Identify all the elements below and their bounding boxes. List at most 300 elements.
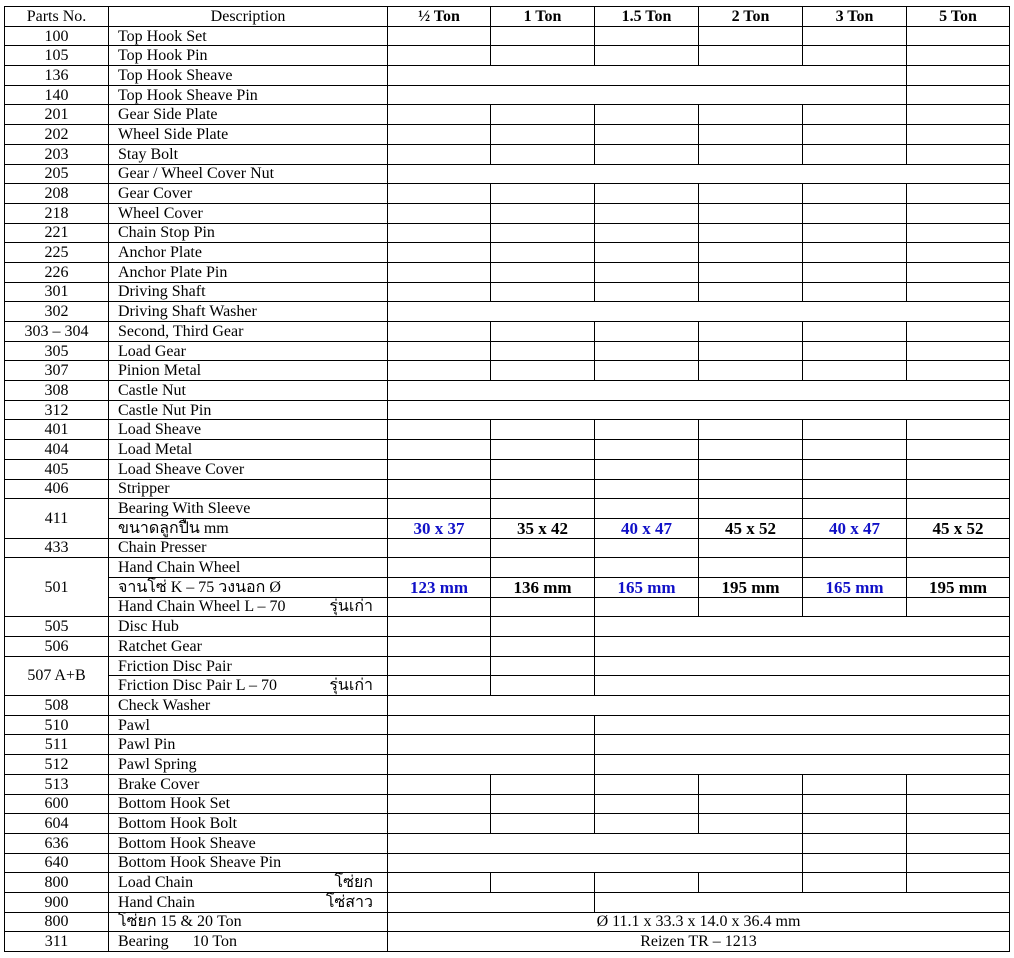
part-description: Bottom Hook Sheave Pin — [109, 853, 388, 873]
part-number: 221 — [5, 223, 109, 243]
part-number: 405 — [5, 459, 109, 479]
part-number: 307 — [5, 361, 109, 381]
merged-cell — [595, 617, 1010, 637]
part-number: 311 — [5, 932, 109, 952]
merged-cell — [388, 66, 907, 86]
part-number: 140 — [5, 85, 109, 105]
header-1-ton: 1 Ton — [491, 7, 595, 27]
cell — [388, 873, 491, 893]
cell — [907, 322, 1010, 342]
cell — [388, 125, 491, 145]
part-number: 800 — [5, 912, 109, 932]
part-description — [109, 873, 388, 893]
cell — [491, 558, 595, 578]
cell — [595, 223, 699, 243]
cell — [907, 26, 1010, 46]
cell — [803, 125, 907, 145]
cell — [595, 26, 699, 46]
part-description: Castle Nut Pin — [109, 400, 388, 420]
cell — [907, 341, 1010, 361]
cell — [388, 243, 491, 263]
part-number: 604 — [5, 814, 109, 834]
chain-wheel-half-ton: 123 mm — [388, 577, 491, 597]
cell — [595, 479, 699, 499]
merged-cell — [388, 755, 595, 775]
part-description: Pawl Spring — [109, 755, 388, 775]
table-row — [5, 656, 1010, 676]
table-row — [5, 262, 1010, 282]
cell — [699, 479, 803, 499]
chain-wheel-5-ton: 195 mm — [907, 577, 1010, 597]
cell — [803, 243, 907, 263]
table-row — [5, 341, 1010, 361]
cell — [699, 203, 803, 223]
merged-cell — [388, 853, 803, 873]
part-number: 202 — [5, 125, 109, 145]
part-number: 508 — [5, 696, 109, 716]
cell — [699, 774, 803, 794]
table-row — [5, 223, 1010, 243]
part-number: 305 — [5, 341, 109, 361]
cell — [699, 597, 803, 617]
cell — [699, 361, 803, 381]
cell — [907, 262, 1010, 282]
bearing-size-1-ton: 35 x 42 — [491, 518, 595, 538]
part-number: 406 — [5, 479, 109, 499]
cell — [491, 617, 595, 637]
cell — [803, 223, 907, 243]
part-number: 105 — [5, 46, 109, 66]
cell — [388, 184, 491, 204]
merged-cell — [595, 656, 1010, 676]
cell — [388, 479, 491, 499]
part-number: 302 — [5, 302, 109, 322]
bearing-size-label: ขนาดลูกปืน mm — [109, 518, 388, 538]
cell — [388, 617, 491, 637]
merged-cell — [595, 755, 1010, 775]
table-row — [5, 479, 1010, 499]
cell — [388, 341, 491, 361]
cell — [803, 440, 907, 460]
part-description: Gear Cover — [109, 184, 388, 204]
bearing-size-3-ton: 40 x 47 — [803, 518, 907, 538]
part-number: 411 — [5, 499, 109, 538]
table-row — [5, 322, 1010, 342]
cell — [491, 420, 595, 440]
cell — [699, 262, 803, 282]
cell — [388, 656, 491, 676]
header-3-ton: 3 Ton — [803, 7, 907, 27]
cell — [491, 597, 595, 617]
table-row — [5, 499, 1010, 519]
cell — [803, 105, 907, 125]
merged-cell — [388, 892, 595, 912]
part-description: Pawl Pin — [109, 735, 388, 755]
table-row — [5, 26, 1010, 46]
cell — [491, 676, 595, 696]
merged-cell — [595, 715, 1010, 735]
cell — [803, 774, 907, 794]
cell — [388, 282, 491, 302]
cell — [491, 637, 595, 657]
table-row — [5, 66, 1010, 86]
table-row — [5, 400, 1010, 420]
cell — [907, 184, 1010, 204]
table-row — [5, 676, 1010, 696]
table-row — [5, 518, 1010, 538]
cell — [907, 105, 1010, 125]
cell — [388, 46, 491, 66]
table-row — [5, 105, 1010, 125]
cell — [803, 853, 907, 873]
cell — [907, 499, 1010, 519]
merged-cell — [595, 637, 1010, 657]
cell — [491, 203, 595, 223]
part-label: Load Chain — [118, 874, 194, 892]
cell — [699, 440, 803, 460]
cell — [699, 46, 803, 66]
merged-cell — [595, 735, 1010, 755]
part-number: 226 — [5, 262, 109, 282]
cell — [803, 420, 907, 440]
cell — [595, 440, 699, 460]
cell — [803, 46, 907, 66]
cell — [803, 499, 907, 519]
table-row — [5, 361, 1010, 381]
cell — [803, 538, 907, 558]
part-description: Stripper — [109, 479, 388, 499]
cell — [491, 814, 595, 834]
cell — [491, 125, 595, 145]
header-1-5-ton: 1.5 Ton — [595, 7, 699, 27]
cell — [491, 656, 595, 676]
merged-cell — [388, 715, 595, 735]
cell — [699, 873, 803, 893]
cell — [907, 144, 1010, 164]
cell — [803, 262, 907, 282]
part-number: 205 — [5, 164, 109, 184]
cell — [803, 203, 907, 223]
part-description: Wheel Side Plate — [109, 125, 388, 145]
cell — [595, 459, 699, 479]
part-number: 506 — [5, 637, 109, 657]
cell — [491, 262, 595, 282]
part-description-old-model — [109, 676, 388, 696]
cell — [803, 479, 907, 499]
cell — [595, 46, 699, 66]
part-number: 433 — [5, 538, 109, 558]
cell — [491, 144, 595, 164]
cell — [388, 262, 491, 282]
cell — [803, 144, 907, 164]
cell — [595, 125, 699, 145]
cell — [388, 597, 491, 617]
part-description: Gear / Wheel Cover Nut — [109, 164, 388, 184]
cell — [699, 814, 803, 834]
table-row — [5, 282, 1010, 302]
merged-cell — [595, 892, 1010, 912]
table-row — [5, 243, 1010, 263]
table-row — [5, 617, 1010, 637]
cell — [907, 243, 1010, 263]
part-description: Load Sheave Cover — [109, 459, 388, 479]
part-number: 640 — [5, 853, 109, 873]
cell — [388, 794, 491, 814]
part-description: Top Hook Set — [109, 26, 388, 46]
part-description: Disc Hub — [109, 617, 388, 637]
cell — [388, 676, 491, 696]
table-row — [5, 696, 1010, 716]
table-row — [5, 833, 1010, 853]
table-row — [5, 144, 1010, 164]
part-description: Brake Cover — [109, 774, 388, 794]
cell — [388, 440, 491, 460]
cell — [907, 282, 1010, 302]
cell — [595, 558, 699, 578]
bearing-size-half-ton: 30 x 37 — [388, 518, 491, 538]
cell — [907, 538, 1010, 558]
cell — [803, 184, 907, 204]
cell — [388, 558, 491, 578]
header-parts-no: Parts No. — [5, 7, 109, 27]
cell — [595, 243, 699, 263]
part-description: Friction Disc Pair — [109, 656, 388, 676]
chain-wheel-1-ton: 136 mm — [491, 577, 595, 597]
table-row — [5, 715, 1010, 735]
table-row — [5, 932, 1010, 952]
cell — [907, 223, 1010, 243]
chain-wheel-1-5-ton: 165 mm — [595, 577, 699, 597]
part-number: 203 — [5, 144, 109, 164]
cell — [491, 105, 595, 125]
part-description: Pawl — [109, 715, 388, 735]
table-row — [5, 794, 1010, 814]
parts-table — [4, 6, 1010, 952]
cell — [491, 322, 595, 342]
cell — [699, 184, 803, 204]
cell — [595, 814, 699, 834]
cell — [907, 558, 1010, 578]
cell — [699, 322, 803, 342]
table-row — [5, 637, 1010, 657]
cell — [907, 814, 1010, 834]
table-row — [5, 814, 1010, 834]
part-number: 100 — [5, 26, 109, 46]
cell — [491, 873, 595, 893]
cell — [491, 223, 595, 243]
part-description: Load Sheave — [109, 420, 388, 440]
cell — [907, 774, 1010, 794]
merged-cell — [388, 302, 1010, 322]
part-number: 208 — [5, 184, 109, 204]
cell — [803, 26, 907, 46]
merged-cell — [388, 164, 1010, 184]
old-model-note: รุ่นเก่า — [329, 598, 373, 616]
part-number: 636 — [5, 833, 109, 853]
cell — [907, 479, 1010, 499]
cell — [803, 322, 907, 342]
cell — [595, 105, 699, 125]
part-description: Top Hook Pin — [109, 46, 388, 66]
cell — [491, 459, 595, 479]
header-half-ton: ½ Ton — [388, 7, 491, 27]
cell — [491, 479, 595, 499]
cell — [388, 774, 491, 794]
cell — [595, 774, 699, 794]
part-number: 301 — [5, 282, 109, 302]
part-number: 201 — [5, 105, 109, 125]
part-number: 513 — [5, 774, 109, 794]
cell — [907, 794, 1010, 814]
cell — [595, 203, 699, 223]
part-description: Second, Third Gear — [109, 322, 388, 342]
part-number: 505 — [5, 617, 109, 637]
cell — [388, 322, 491, 342]
cell — [491, 361, 595, 381]
cell — [803, 459, 907, 479]
part-description — [109, 892, 388, 912]
table-row — [5, 735, 1010, 755]
part-number: 218 — [5, 203, 109, 223]
cell — [595, 184, 699, 204]
thai-note: โซ่สาว — [325, 893, 373, 911]
part-label: Hand Chain — [118, 893, 195, 911]
part-description: Bottom Hook Sheave — [109, 833, 388, 853]
cell — [491, 341, 595, 361]
part-description: Chain Stop Pin — [109, 223, 388, 243]
cell — [388, 814, 491, 834]
cell — [491, 184, 595, 204]
cell — [595, 262, 699, 282]
cell — [803, 282, 907, 302]
table-row — [5, 440, 1010, 460]
cell — [595, 144, 699, 164]
cell — [491, 538, 595, 558]
cell — [595, 538, 699, 558]
table-row — [5, 302, 1010, 322]
cell — [699, 125, 803, 145]
part-description: Bearing With Sleeve — [109, 499, 388, 519]
part-description-old-model — [109, 597, 388, 617]
cell — [699, 105, 803, 125]
part-description: Castle Nut — [109, 381, 388, 401]
header-row — [5, 7, 1010, 27]
bearing-size-5-ton: 45 x 52 — [907, 518, 1010, 538]
cell — [907, 85, 1010, 105]
cell — [803, 814, 907, 834]
cell — [595, 282, 699, 302]
cell — [388, 420, 491, 440]
cell — [699, 459, 803, 479]
cell — [803, 558, 907, 578]
cell — [907, 125, 1010, 145]
table-row — [5, 774, 1010, 794]
table-row — [5, 873, 1010, 893]
cell — [388, 538, 491, 558]
cell — [388, 223, 491, 243]
cell — [803, 361, 907, 381]
cell — [491, 774, 595, 794]
cell — [595, 420, 699, 440]
part-number: 800 — [5, 873, 109, 893]
cell — [907, 873, 1010, 893]
cell — [907, 833, 1010, 853]
chain-wheel-2-ton: 195 mm — [699, 577, 803, 597]
part-description: Anchor Plate — [109, 243, 388, 263]
cell — [907, 440, 1010, 460]
bearing-size-2-ton: 45 x 52 — [699, 518, 803, 538]
cell — [595, 597, 699, 617]
bearing-spec: Reizen TR – 1213 — [388, 932, 1010, 952]
cell — [595, 499, 699, 519]
part-description: Bottom Hook Set — [109, 794, 388, 814]
cell — [491, 794, 595, 814]
part-description: Stay Bolt — [109, 144, 388, 164]
old-model-note: รุ่นเก่า — [329, 677, 373, 695]
header-description: Description — [109, 7, 388, 27]
part-number: 512 — [5, 755, 109, 775]
cell — [699, 420, 803, 440]
merged-cell — [388, 735, 595, 755]
part-description: Load Metal — [109, 440, 388, 460]
part-description: Wheel Cover — [109, 203, 388, 223]
chain-wheel-diameter-label: จานโซ่ K – 75 วงนอก Ø — [109, 577, 388, 597]
merged-cell — [595, 676, 1010, 696]
cell — [699, 558, 803, 578]
cell — [907, 361, 1010, 381]
part-number: 401 — [5, 420, 109, 440]
table-row — [5, 459, 1010, 479]
part-description: Pinion Metal — [109, 361, 388, 381]
table-row — [5, 46, 1010, 66]
cell — [699, 341, 803, 361]
cell — [907, 66, 1010, 86]
cell — [491, 243, 595, 263]
part-number: 303 – 304 — [5, 322, 109, 342]
old-model-label: Hand Chain Wheel L – 70 — [118, 598, 286, 616]
part-description: Check Washer — [109, 696, 388, 716]
part-number: 501 — [5, 558, 109, 617]
cell — [491, 46, 595, 66]
cell — [803, 341, 907, 361]
part-number: 511 — [5, 735, 109, 755]
table-row — [5, 577, 1010, 597]
chain-spec: Ø 11.1 x 33.3 x 14.0 x 36.4 mm — [388, 912, 1010, 932]
old-model-label: Friction Disc Pair L – 70 — [118, 677, 277, 695]
part-description: Anchor Plate Pin — [109, 262, 388, 282]
chain-wheel-3-ton: 165 mm — [803, 577, 907, 597]
cell — [491, 440, 595, 460]
merged-cell — [388, 696, 1010, 716]
cell — [907, 853, 1010, 873]
cell — [388, 105, 491, 125]
cell — [907, 203, 1010, 223]
cell — [907, 420, 1010, 440]
cell — [803, 873, 907, 893]
header-2-ton: 2 Ton — [699, 7, 803, 27]
cell — [491, 499, 595, 519]
cell — [803, 794, 907, 814]
part-description: Top Hook Sheave — [109, 66, 388, 86]
cell — [595, 322, 699, 342]
cell — [699, 794, 803, 814]
part-description: Bearing 10 Ton — [109, 932, 388, 952]
cell — [595, 794, 699, 814]
part-description: Gear Side Plate — [109, 105, 388, 125]
part-description: Bottom Hook Bolt — [109, 814, 388, 834]
cell — [388, 499, 491, 519]
table-row — [5, 164, 1010, 184]
